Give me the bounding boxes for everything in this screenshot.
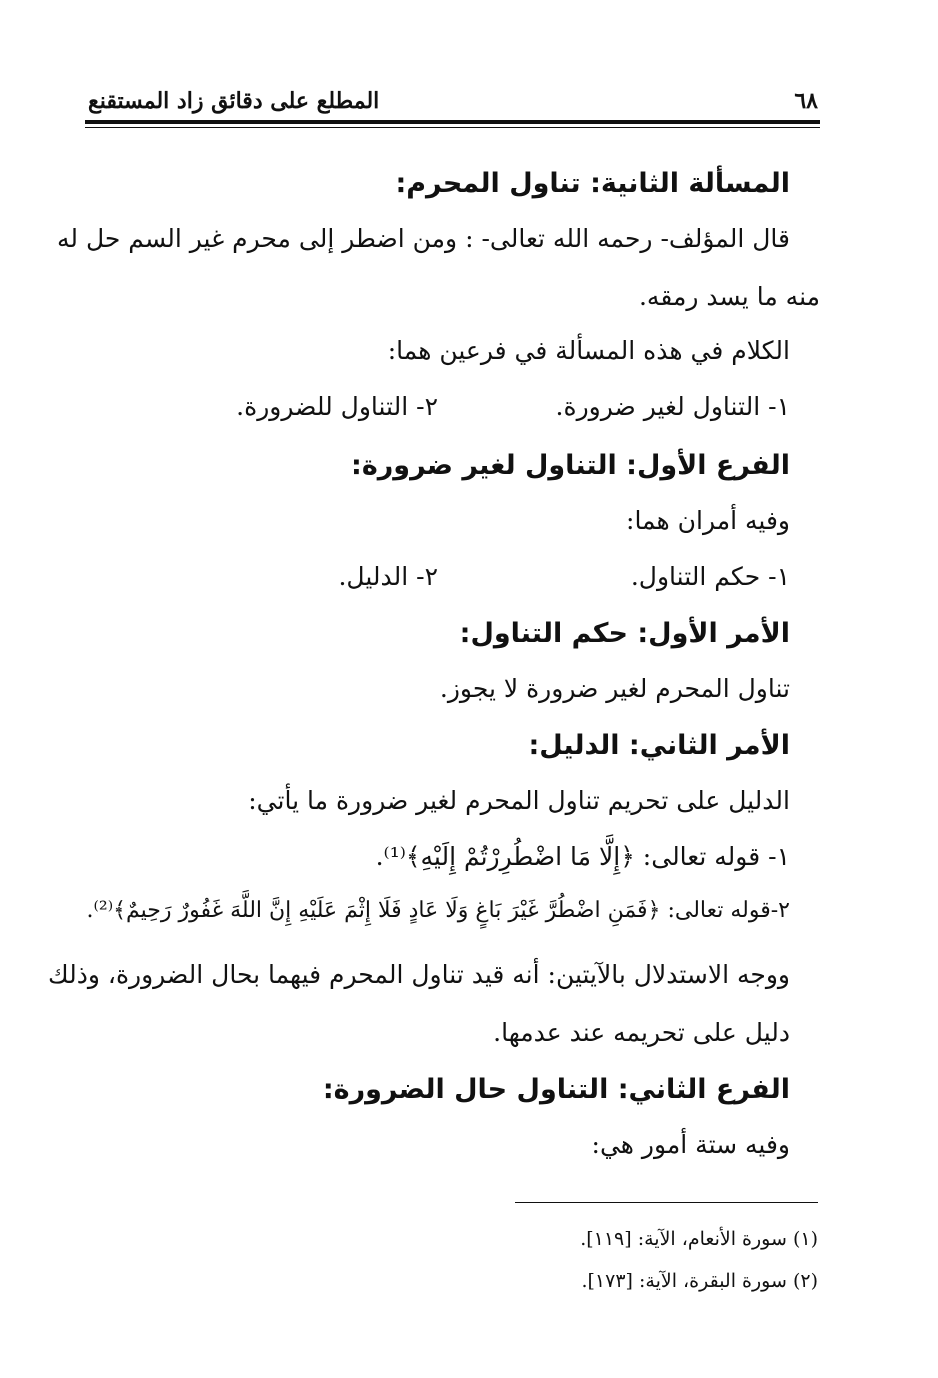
two-matters-text: وفيه أمران هما: bbox=[626, 506, 790, 535]
list-item-matter-1: ١- حكم التناول. bbox=[630, 562, 790, 591]
section-heading-masala: المسألة الثانية: تناول المحرم: bbox=[395, 168, 790, 199]
branch-heading-1: الفرع الأول: التناول لغير ضرورة: bbox=[351, 450, 790, 481]
footnote-1: (١) سورة الأنعام، الآية: [١١٩]. bbox=[580, 1228, 818, 1250]
evidence-intro: الدليل على تحريم تناول المحرم لغير ضرورة ما يأتي: bbox=[248, 786, 790, 815]
evidence-verse-1: ١- قوله تعالى: ﴿إِلَّا مَا اضْطُرِرْتُمْ إِلَيْهِ﴾⁽¹⁾. bbox=[375, 842, 790, 871]
author-quote-line-1: قال المؤلف- رحمه الله تعالى- : ومن اضطر إلى محرم غير السم حل له bbox=[57, 224, 790, 253]
footnote-separator bbox=[515, 1202, 818, 1203]
evidence-verse-2: ٢-قوله تعالى: ﴿فَمَنِ اضْطُرَّ غَيْرَ بَاغٍ وَلَا عَادٍ فَلَا إِثْمَ عَلَيْهِ إِنَّ اللَّهَ غَفُورٌ رَحِيمٌ﴾⁽²⁾. bbox=[86, 898, 790, 923]
header-rule-thick bbox=[85, 120, 820, 124]
matter-heading-2: الأمر الثاني: الدليل: bbox=[528, 730, 790, 761]
list-item-matter-2: ٢- الدليل. bbox=[338, 562, 438, 591]
intro-text: الكلام في هذه المسألة في فرعين هما: bbox=[387, 336, 790, 365]
inference-line-1: ووجه الاستدلال بالآيتين: أنه قيد تناول المحرم فيهما بحال الضرورة، وذلك bbox=[48, 960, 790, 989]
footnote-2: (٢) سورة البقرة، الآية: [١٧٣]. bbox=[581, 1270, 818, 1292]
ruling-text: تناول المحرم لغير ضرورة لا يجوز. bbox=[439, 674, 790, 703]
author-quote-line-2: منه ما يسد رمقه. bbox=[638, 282, 820, 311]
book-title: المطلع على دقائق زاد المستقنع bbox=[88, 88, 380, 114]
header-rule-thin bbox=[85, 127, 820, 128]
list-item-branch-2: ٢- التناول للضرورة. bbox=[236, 392, 438, 421]
page-number: ٦٨ bbox=[794, 88, 818, 114]
list-item-branch-1: ١- التناول لغير ضرورة. bbox=[555, 392, 790, 421]
inference-line-2: دليل على تحريمه عند عدمها. bbox=[493, 1018, 790, 1047]
six-matters-text: وفيه ستة أمور هي: bbox=[591, 1130, 790, 1159]
branch-heading-2: الفرع الثاني: التناول حال الضرورة: bbox=[322, 1074, 790, 1105]
running-header bbox=[88, 86, 818, 120]
matter-heading-1: الأمر الأول: حكم التناول: bbox=[459, 618, 790, 649]
